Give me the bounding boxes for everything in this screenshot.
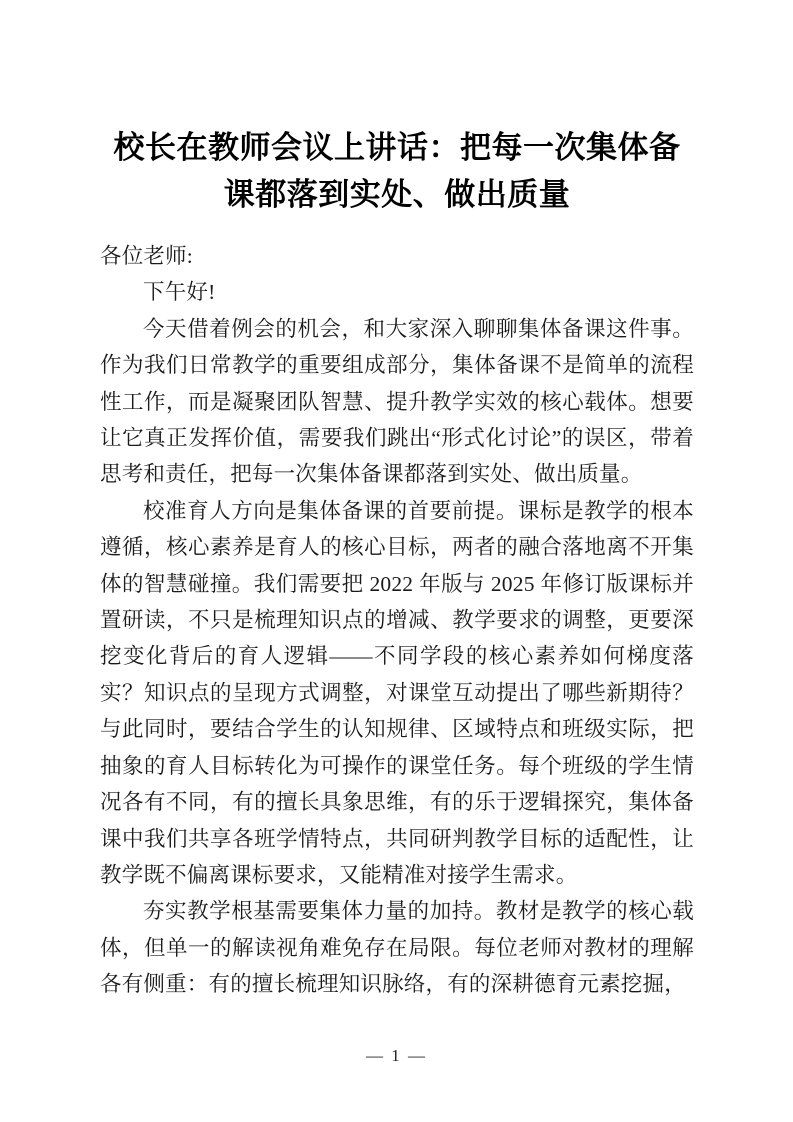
- paragraph-2: 校准育人方向是集体备课的首要前提。课标是教学的根本遵循，核心素养是育人的核心目标，两者的融合落地离不开集体的智慧碰撞。我们需要把 2022 年版与 2025 年修订版课标并置研读，不只是梳理知识点的增减、教学要求的调整，更要深挖变化背后的育人逻辑——不同学段的核心素养如何梯度落实？知识点的呈现方式调整，对课堂互动提出了哪些新期待？与此同时，要结合学生的认知规律、区域特点和班级实际，把抽象的育人目标转化为可操作的课堂任务。每个班级的学生情况各有不同，有的擅长具象思维，有的乐于逻辑探究，集体备课中我们共享各班学情特点，共同研判教学目标的适配性，让教学既不偏离课标要求，又能精准对接学生需求。: [100, 498, 694, 887]
- page-title: 校长在教师会议上讲话：把每一次集体备课都落到实处、做出质量: [113, 129, 681, 212]
- page-number-footer: — 1 —: [366, 1046, 427, 1065]
- document-body: [100, 238, 694, 1003]
- salutation-line: 各位老师:: [100, 244, 193, 268]
- paragraph-3: 夯实教学根基需要集体力量的加持。教材是教学的核心载体，但单一的解读视角难免存在局限。每位老师对教材的理解各有侧重：有的擅长梳理知识脉络，有的深耕德育元素挖掘，: [100, 899, 694, 997]
- paragraph-1: 今天借着例会的机会，和大家深入聊聊集体备课这件事。作为我们日常教学的重要组成部分，集体备课不是简单的流程性工作，而是凝聚团队智慧、提升教学实效的核心载体。想要让它真正发挥价值，需要我们跳出“形式化讨论”的误区，带着思考和责任，把每一次集体备课都落到实处、做出质量。: [100, 316, 694, 487]
- greeting-line: 下午好!: [143, 280, 216, 305]
